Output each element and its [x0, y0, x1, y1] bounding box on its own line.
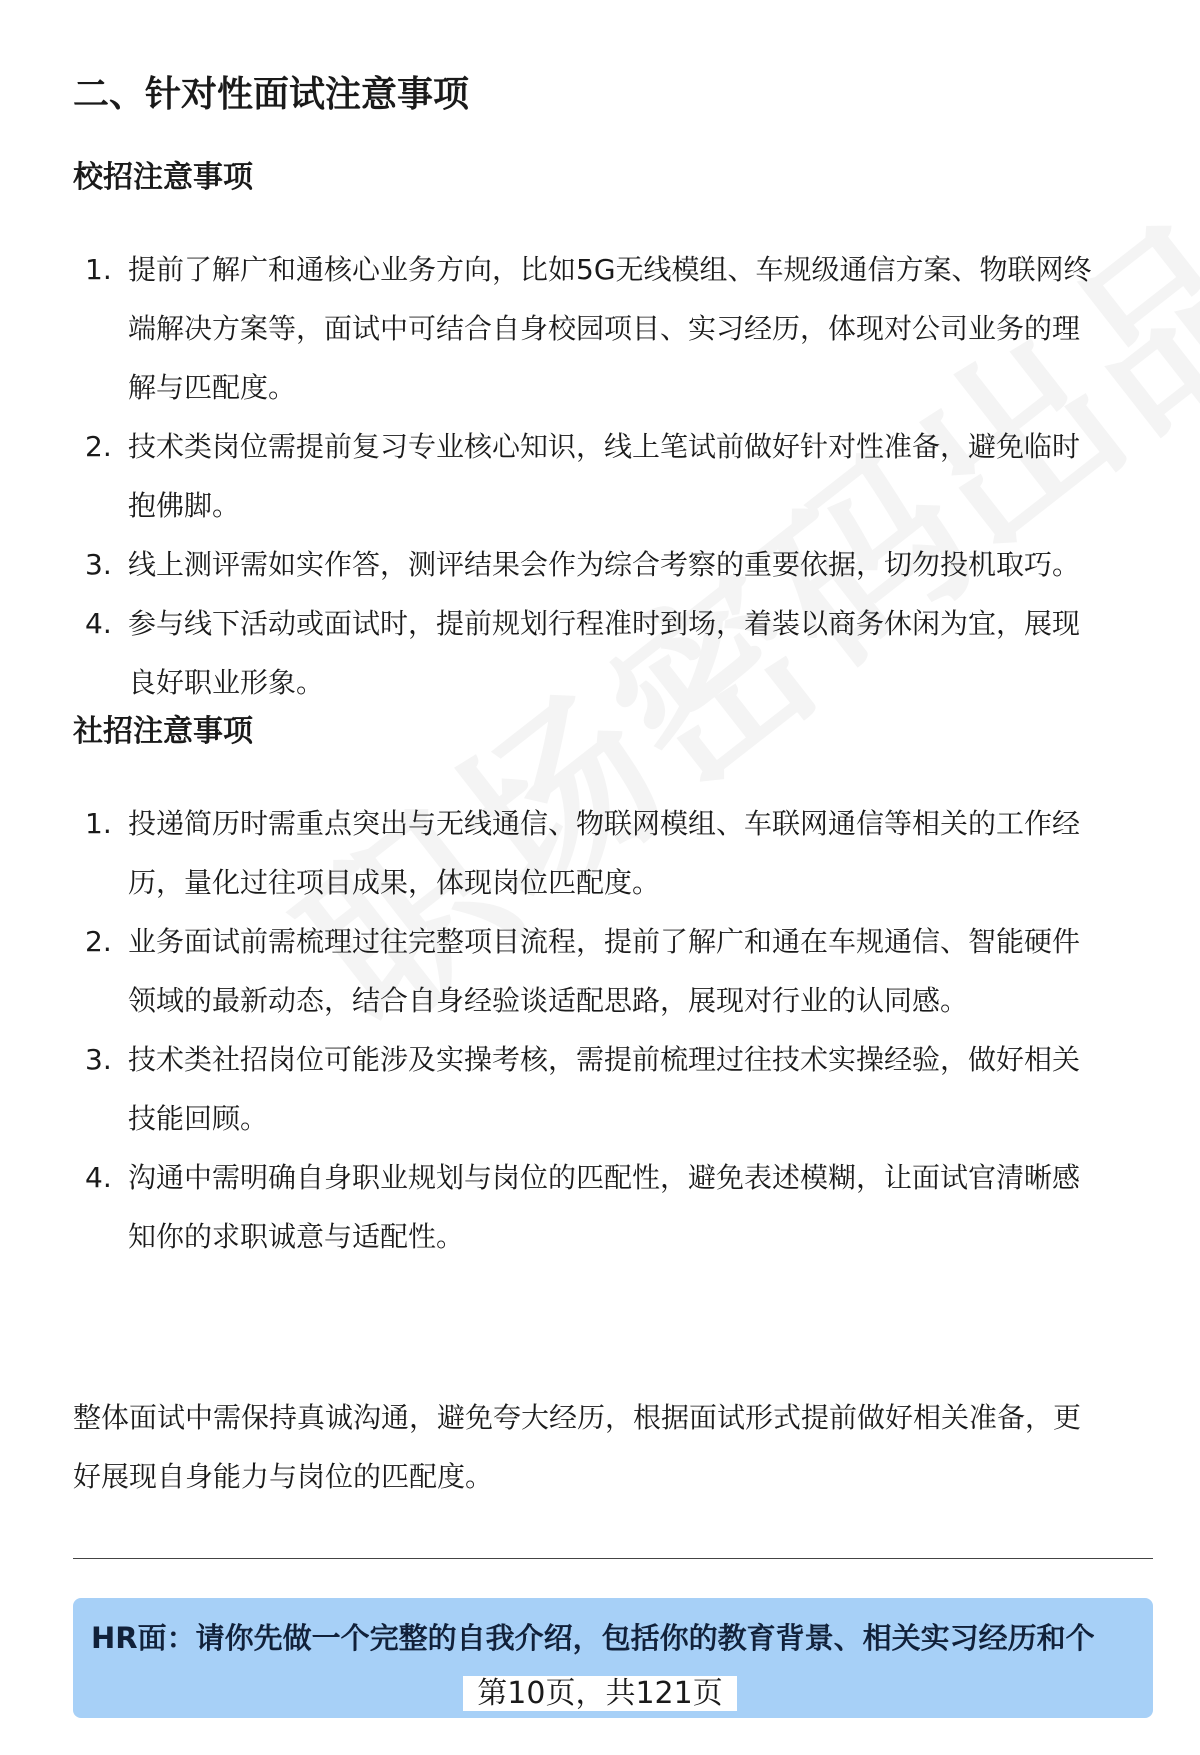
- list-item: [73, 1148, 1153, 1266]
- list-item-number: 2.: [85, 430, 112, 463]
- social-heading: 社招注意事项: [73, 714, 253, 749]
- list-item-number: 4.: [85, 607, 112, 640]
- list-item: [73, 535, 1153, 594]
- list-item: [73, 240, 1153, 417]
- social-list: [73, 794, 1153, 1266]
- list-item-line: 抱佛脚。: [128, 489, 241, 522]
- list-item-number: 3.: [85, 1043, 112, 1076]
- list-item-number: 3.: [85, 548, 112, 581]
- summary-line: 好展现自身能力与岗位的匹配度。: [73, 1460, 494, 1493]
- list-item-line: 技能回顾。: [128, 1102, 269, 1135]
- list-item: [73, 594, 1153, 712]
- list-item-line: 解与匹配度。: [128, 371, 297, 404]
- horizontal-divider: [73, 1558, 1153, 1559]
- list-item-line: 业务面试前需梳理过往完整项目流程，提前了解广和通在车规通信、智能硬件: [128, 925, 1081, 958]
- list-item-line: 领域的最新动态，结合自身经验谈适配思路，展现对行业的认同感。: [128, 984, 969, 1017]
- list-item: [73, 417, 1153, 535]
- list-item-line: 技术类社招岗位可能涉及实操考核，需提前梳理过往技术实操经验，做好相关: [128, 1043, 1081, 1076]
- list-item: [73, 1030, 1153, 1148]
- campus-heading: 校招注意事项: [73, 160, 253, 195]
- list-item-line: 历，量化过往项目成果，体现岗位匹配度。: [128, 866, 661, 899]
- list-item-line: 沟通中需明确自身职业规划与岗位的匹配性，避免表述模糊，让面试官清晰感: [128, 1161, 1081, 1194]
- section-title: 二、针对性面试注意事项: [73, 74, 470, 115]
- list-item-line: 良好职业形象。: [128, 666, 325, 699]
- list-item-line: 知你的求职诚意与适配性。: [128, 1220, 465, 1253]
- list-item-number: 1.: [85, 807, 112, 840]
- page-footer: [0, 1672, 1200, 1716]
- campus-list: [73, 240, 1153, 712]
- list-item-number: 4.: [85, 1161, 112, 1194]
- list-item-line: 投递简历时需重点突出与无线通信、物联网模组、车联网通信等相关的工作经: [128, 807, 1081, 840]
- list-item-line: 提前了解广和通核心业务方向，比如5G无线模组、车规级通信方案、物联网终: [128, 253, 1092, 286]
- list-item-number: 2.: [85, 925, 112, 958]
- list-item-number: 1.: [85, 253, 112, 286]
- list-item-line: 参与线下活动或面试时，提前规划行程准时到场，着装以商务休闲为宜，展现: [128, 607, 1081, 640]
- list-item: [73, 912, 1153, 1030]
- list-item-line: 线上测评需如实作答，测评结果会作为综合考察的重要依据，切勿投机取巧。: [128, 548, 1081, 581]
- callout-text: HR面：请你先做一个完整的自我介绍，包括你的教育背景、相关实习经历和个: [91, 1621, 1095, 1655]
- page-number: 第10页，共121页: [463, 1676, 736, 1711]
- summary-line: 整体面试中需保持真诚沟通，避免夸大经历，根据面试形式提前做好相关准备，更: [73, 1401, 1082, 1434]
- list-item-line: 端解决方案等，面试中可结合自身校园项目、实习经历，体现对公司业务的理: [128, 312, 1081, 345]
- list-item: [73, 794, 1153, 912]
- list-item-line: 技术类岗位需提前复习专业核心知识，线上笔试前做好针对性准备，避免临时: [128, 430, 1081, 463]
- summary-paragraph: [73, 1388, 1153, 1506]
